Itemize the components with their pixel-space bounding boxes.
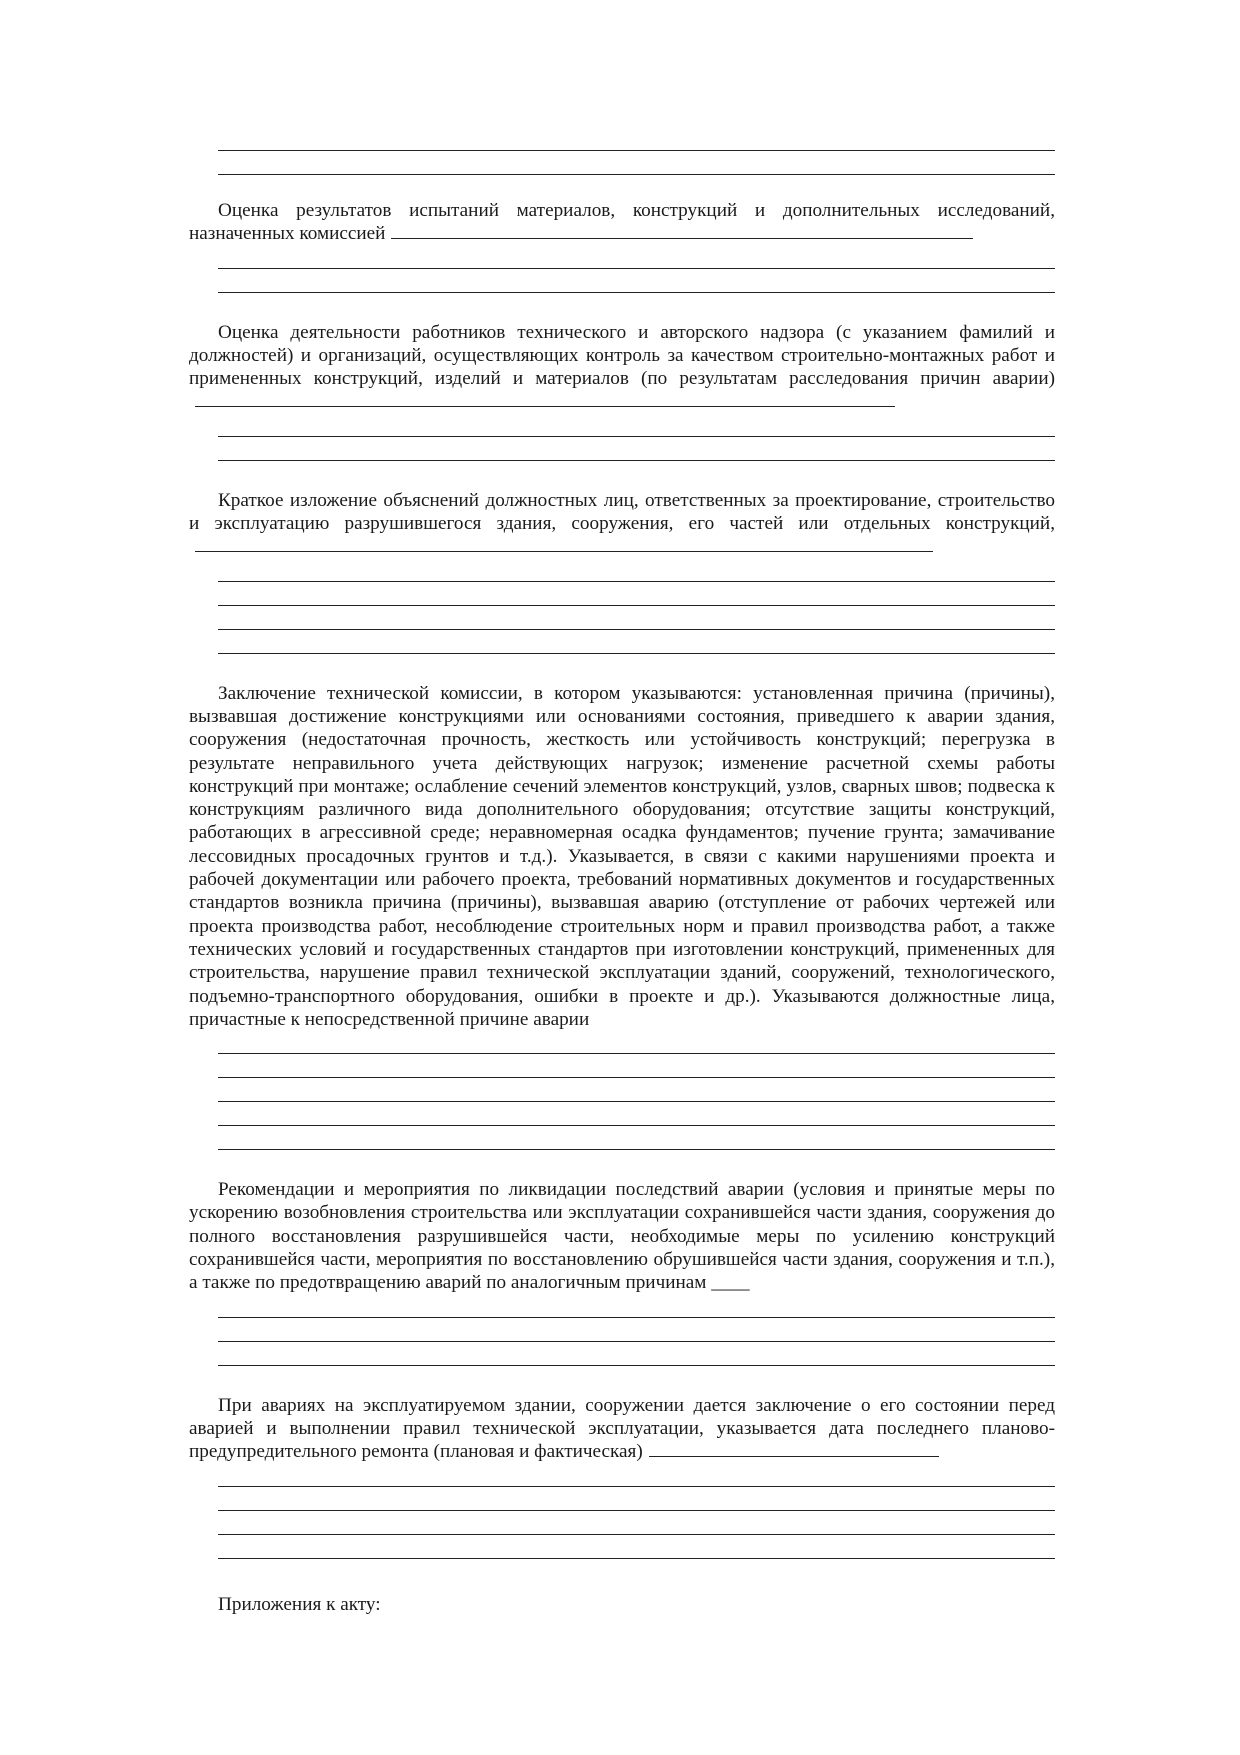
fill-lines [189, 414, 1055, 461]
fill-line[interactable] [218, 150, 1055, 151]
section-commission-conclusion [189, 682, 1055, 1150]
fill-lines [189, 1464, 1055, 1559]
section-text: Оценка результатов испытаний материалов, конструкций и дополнительных исследований, назначенных комиссией [189, 200, 1055, 245]
section-recommendations [189, 1178, 1055, 1365]
section-supervision-assessment [189, 321, 1055, 461]
top-fill-lines [189, 150, 1055, 175]
fill-line[interactable] [218, 1486, 1055, 1487]
fill-line[interactable] [218, 1534, 1055, 1535]
fill-line[interactable] [218, 1317, 1055, 1318]
section-text: Оценка деятельности работников технического и авторского надзора (с указанием фамилий и должностей) и организаций, осуществляющих контроль за качеством строительно-монтажных работ и примененных конструкций, изделий и материалов (по результатам расследования причин аварии) [189, 321, 1055, 414]
fill-line[interactable] [218, 581, 1055, 582]
section-test-results [189, 199, 1055, 293]
fill-line[interactable] [218, 1077, 1055, 1078]
appendix-label: Приложения к акту: [218, 1593, 381, 1615]
fill-line[interactable] [218, 1053, 1055, 1054]
fill-line-inline[interactable] [391, 238, 973, 239]
fill-line-inline[interactable] [195, 551, 933, 552]
fill-line-inline[interactable] [649, 1456, 939, 1457]
fill-line[interactable] [218, 1510, 1055, 1511]
section-operated-building [189, 1394, 1055, 1559]
section-text: Заключение технической комиссии, в котором указываются: установленная причина (причины), вызвавшая достижение конструкциями или основаниями состояния, приведшего к аварии здания, сооружения (недостаточная прочность, жесткость или устойчивость конструкций; перегрузка в результате неправильного учета действующих нагрузок; изменение расчетной схемы работы конструкций при монтаже; ослабление сечений элементов конструкций, узлов, сварных швов; подвеска к конструкциям различного вида дополнительного оборудования; отсутствие защиты конструкций, работающих в агрессивной среде; неравномерная осадка фундаментов; пучение грунта; замачивание лессовидных просадочных грунтов и т.д.). Указывается, в связи с какими нарушениями проекта и рабочей документации или рабочего проекта, требований нормативных документов и государственных стандартов возникла причина (причины), вызвавшая аварию (отступление от рабочих чертежей или проекта производства работ, несоблюдение строительных норм и правил производства работ, а также технических условий и государственных стандартов при изготовлении конструкций, примененных для строительства, нарушение правил технической эксплуатации зданий, сооружений, технологического, подъемно-транспортного оборудования, ошибки в проекте и др.). Указываются должностные лица, причастные к непосредственной причине аварии [189, 682, 1055, 1030]
section-officials-explanations [189, 489, 1055, 654]
fill-lines [189, 1031, 1055, 1150]
fill-lines [189, 1295, 1055, 1366]
fill-lines [189, 246, 1055, 293]
fill-line[interactable] [218, 605, 1055, 606]
fill-line[interactable] [218, 1101, 1055, 1102]
fill-lines [189, 559, 1055, 654]
section-text: Краткое изложение объяснений должностных лиц, ответственных за проектирование, строительство и эксплуатацию разрушившегося здания, сооружения, его частей или отдельных конструкций, [189, 489, 1055, 559]
document-content [189, 150, 1055, 1616]
fill-line[interactable] [218, 436, 1055, 437]
section-text: При авариях на эксплуатируемом здании, сооружении дается заключение о его состоянии перед аварией и выполнении правил технической эксплуатации, указывается дата последнего планово-предупредительного ремонта (плановая и фактическая) [189, 1394, 1055, 1463]
fill-line[interactable] [218, 629, 1055, 630]
fill-line[interactable] [218, 1125, 1055, 1126]
fill-line[interactable] [218, 268, 1055, 269]
fill-line[interactable] [218, 1341, 1055, 1342]
section-text: Рекомендации и мероприятия по ликвидации последствий аварии (условия и принятые меры по ускорению возобновления строительства или эксплуатации сохранившейся части здания, сооружения до полного восстановления разрушившейся части, необходимые меры по усилению конструкций сохранившейся части, мероприятия по восстановлению обрушившейся части здания, сооружения и т.п.), а также по предотвращению аварий по аналогичным причинам ____ [189, 1179, 1055, 1294]
fill-line-inline[interactable] [195, 406, 895, 407]
